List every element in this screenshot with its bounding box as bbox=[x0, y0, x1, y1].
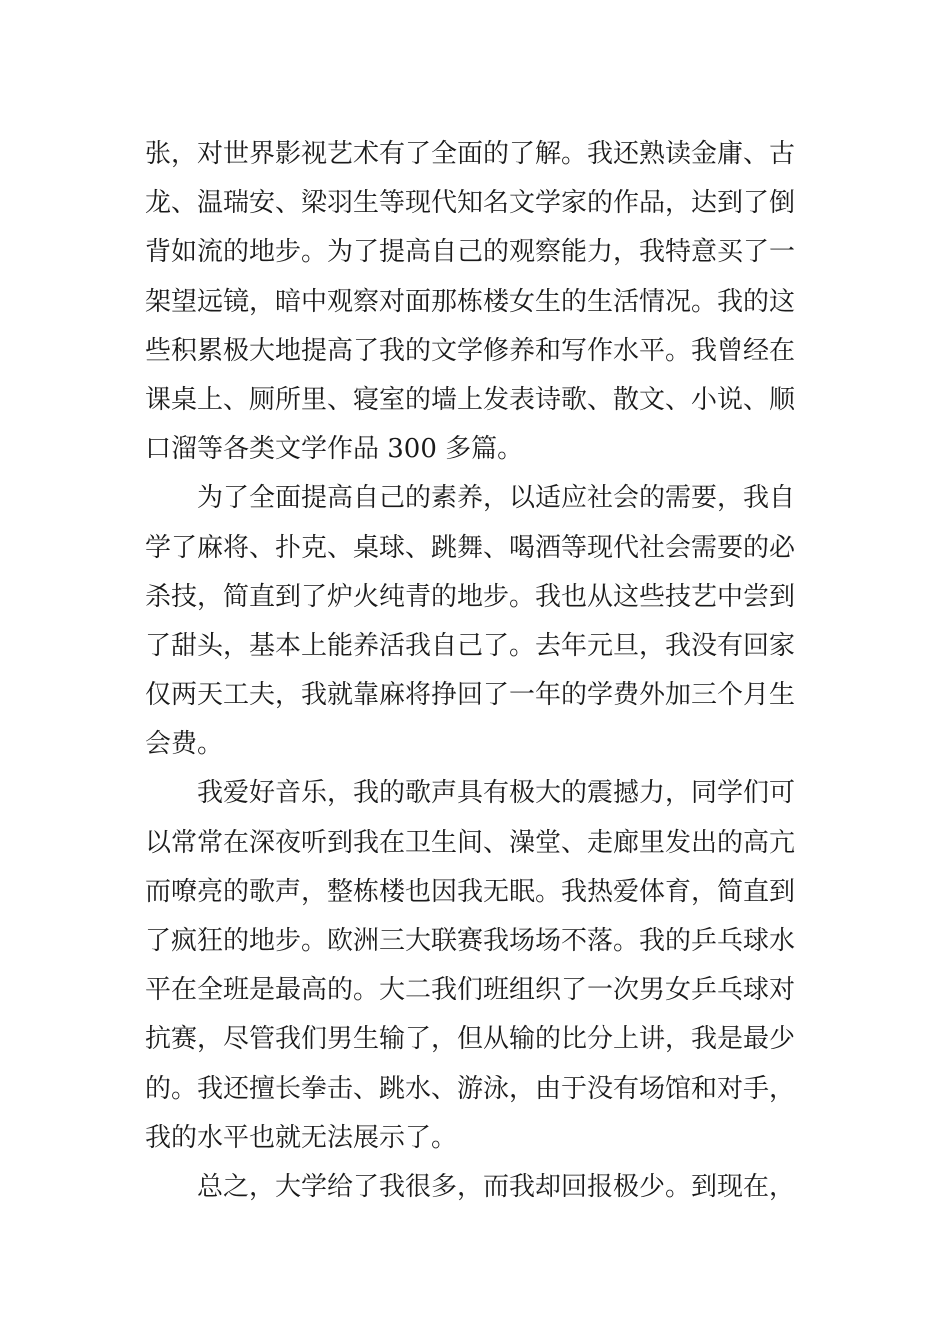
text-line: 张，对世界影视艺术有了全面的了解。我还熟读金庸、古 bbox=[145, 139, 796, 169]
text-line: 以常常在深夜听到我在卫生间、澡堂、走廊里发出的高亢 bbox=[145, 827, 796, 858]
text-line: 架望远镜，暗中观察对面那栋楼女生的生活情况。我的这 bbox=[145, 286, 796, 317]
text-line: 口溜等各类文学作品 300 多篇。 bbox=[145, 434, 524, 465]
text-line: 背如流的地步。为了提高自己的观察能力，我特意买了一 bbox=[145, 237, 796, 268]
text-line: 了甜头，基本上能养活我自己了。去年元旦，我没有回家 bbox=[145, 630, 796, 661]
text-line: 抗赛，尽管我们男生输了，但从输的比分上讲，我是最少 bbox=[145, 1024, 796, 1055]
text-line: 平在全班是最高的。大二我们班组织了一次男女乒乓球对 bbox=[145, 975, 796, 1006]
document-body bbox=[145, 130, 815, 1212]
text-line: 些积累极大地提高了我的文学修养和写作水平。我曾经在 bbox=[145, 335, 796, 366]
text-line: 总之，大学给了我很多，而我却回报极少。到现在， bbox=[145, 1171, 796, 1202]
text-line: 而嘹亮的歌声，整栋楼也因我无眠。我热爱体育，简直到 bbox=[145, 876, 796, 907]
text-line: 杀技，简直到了炉火纯青的地步。我也从这些技艺中尝到 bbox=[145, 581, 796, 612]
text-line: 学了麻将、扑克、桌球、跳舞、喝酒等现代社会需要的必 bbox=[145, 532, 796, 563]
text-line: 我爱好音乐，我的歌声具有极大的震撼力，同学们可 bbox=[145, 778, 796, 809]
text-line: 课桌上、厕所里、寝室的墙上发表诗歌、散文、小说、顺 bbox=[145, 384, 796, 415]
text-line: 我的水平也就无法展示了。 bbox=[145, 1122, 458, 1153]
text-line: 了疯狂的地步。欧洲三大联赛我场场不落。我的乒乓球水 bbox=[145, 926, 796, 956]
text-line: 会费。 bbox=[145, 729, 224, 760]
text-line: 龙、温瑞安、梁羽生等现代知名文学家的作品，达到了倒 bbox=[145, 188, 796, 219]
text-line: 的。我还擅长拳击、跳水、游泳，由于没有场馆和对手， bbox=[145, 1073, 796, 1104]
text-line: 仅两天工夫，我就靠麻将挣回了一年的学费外加三个月生 bbox=[145, 680, 796, 711]
text-line: 为了全面提高自己的素养，以适应社会的需要，我自 bbox=[145, 483, 796, 514]
